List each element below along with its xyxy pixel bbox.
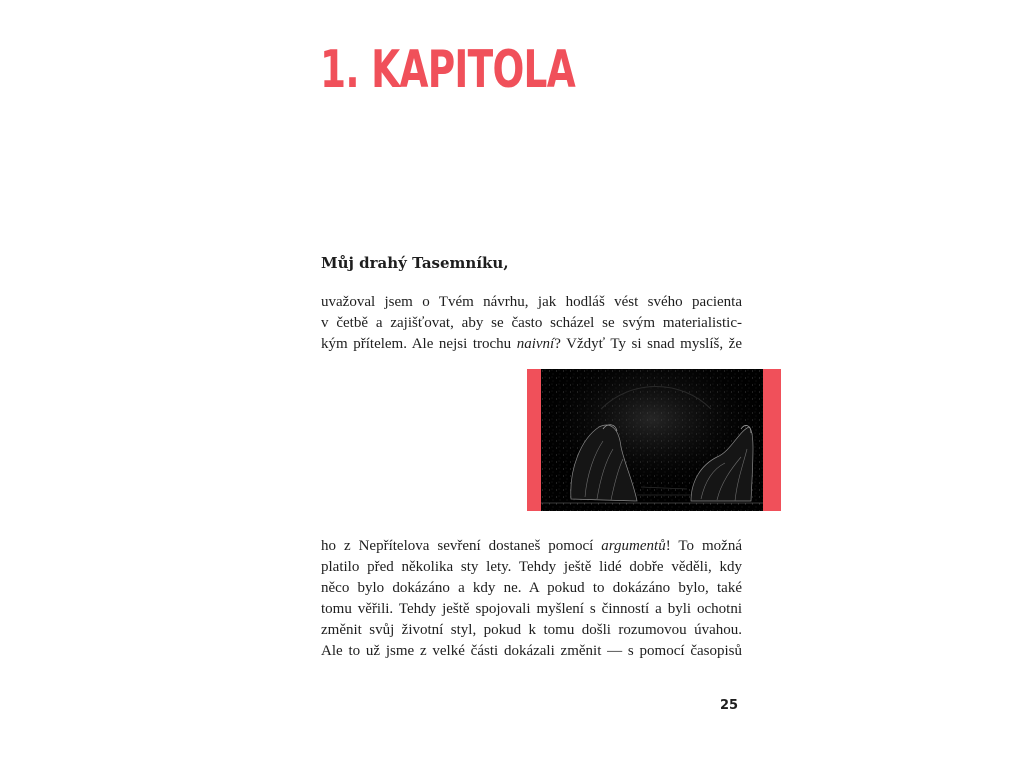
- text-line: kým přítelem. Ale nejsi trochu naivní? Vždyť Ty si snad myslíš, že: [321, 336, 742, 352]
- emphasis-argumentu: argumentů: [601, 538, 666, 554]
- chapter-title: 1. KAPITOLA: [320, 40, 575, 100]
- illustration-frame: [527, 369, 781, 511]
- night-scene-drawing: [541, 369, 763, 511]
- text-line: změnit svůj životní styl, pokud k tomu došli rozumovou úvahou.: [321, 622, 742, 638]
- text-line: ho z Nepřítelova sevření dostaneš pomocí argumentů! To možná: [321, 538, 742, 554]
- page-number: 25: [720, 698, 739, 713]
- paragraph-2: [321, 536, 742, 662]
- text-line: uvažoval jsem o Tvém návrhu, jak hodláš vést svého pacienta: [321, 294, 742, 310]
- paragraph-1: [321, 292, 742, 355]
- text-line: něco bylo dokázáno a kdy ne. A pokud to dokázáno bylo, také: [321, 580, 742, 596]
- text-line: platilo před několika sty lety. Tehdy ještě lidé dobře věděli, kdy: [321, 559, 742, 575]
- text-line: tomu věřili. Tehdy ještě spojovali myšlení s činností a byli ochotni: [321, 601, 742, 617]
- illustration-scene-image: [541, 369, 763, 511]
- letter-salutation: Můj drahý Tasemníku,: [321, 254, 509, 272]
- text-line: v četbě a zajišťovat, aby se často scházel se svým materialistic-: [321, 315, 742, 331]
- emphasis-naivni: naivní: [516, 336, 555, 352]
- text-line: Ale to už jsme z velké části dokázali změnit — s pomocí časopisů: [321, 643, 742, 659]
